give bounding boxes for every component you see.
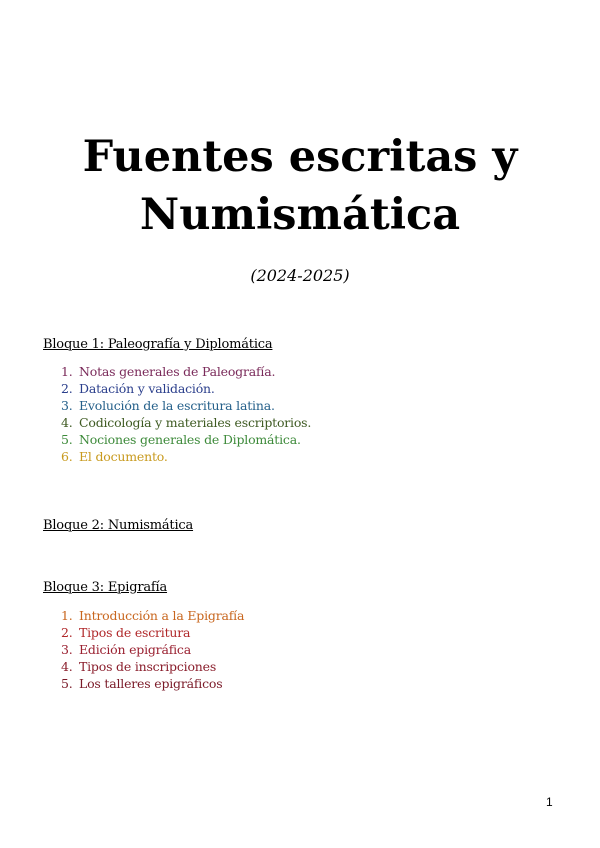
- list-item-text: Evolución de la escritura latina.: [79, 398, 275, 413]
- page-title-line-2: Numismática: [139, 190, 461, 240]
- list-item-number: 3.: [61, 642, 73, 657]
- list-item: [61, 624, 244, 641]
- list-item-number: 2.: [61, 381, 73, 396]
- block-1-heading: Bloque 1: Paleografía y Diplomática: [43, 337, 273, 352]
- list-item: [61, 641, 244, 658]
- list-item-text: Nociones generales de Diplomática.: [79, 432, 301, 447]
- list-item-text: Tipos de inscripciones: [79, 659, 217, 674]
- list-item: [61, 658, 244, 675]
- list-item-number: 3.: [61, 398, 73, 413]
- list-item-number: 4.: [61, 659, 73, 674]
- list-item-text: Tipos de escritura: [79, 625, 191, 640]
- block-3-heading: Bloque 3: Epigrafía: [43, 580, 168, 595]
- block-2-heading: Bloque 2: Numismática: [43, 518, 194, 533]
- page-title: [0, 128, 600, 244]
- list-item-text: Edición epigráfica: [79, 642, 191, 657]
- list-item: [61, 607, 244, 624]
- list-item-number: 6.: [61, 449, 73, 464]
- list-item-text: Introducción a la Epigrafía: [79, 608, 245, 623]
- page-title-line-1: Fuentes escritas y: [82, 132, 518, 182]
- list-item: [61, 397, 311, 414]
- list-item: [61, 448, 311, 465]
- list-item-text: Notas generales de Paleografía.: [79, 364, 276, 379]
- list-item-number: 5.: [61, 432, 73, 447]
- list-item-text: El documento.: [79, 449, 168, 464]
- list-item-number: 1.: [61, 608, 73, 623]
- block-1-list: [61, 363, 311, 465]
- block-3-list: [61, 607, 244, 692]
- list-item: [61, 675, 244, 692]
- list-item-number: 4.: [61, 415, 73, 430]
- list-item: [61, 414, 311, 431]
- page-number: 1: [546, 795, 553, 809]
- list-item-text: Codicología y materiales escriptorios.: [79, 415, 312, 430]
- list-item-number: 5.: [61, 676, 73, 691]
- list-item: [61, 431, 311, 448]
- list-item: [61, 363, 311, 380]
- academic-year: (2024-2025): [250, 266, 350, 285]
- list-item-number: 2.: [61, 625, 73, 640]
- list-item-text: Datación y validación.: [79, 381, 215, 396]
- list-item: [61, 380, 311, 397]
- list-item-text: Los talleres epigráficos: [79, 676, 223, 691]
- list-item-number: 1.: [61, 364, 73, 379]
